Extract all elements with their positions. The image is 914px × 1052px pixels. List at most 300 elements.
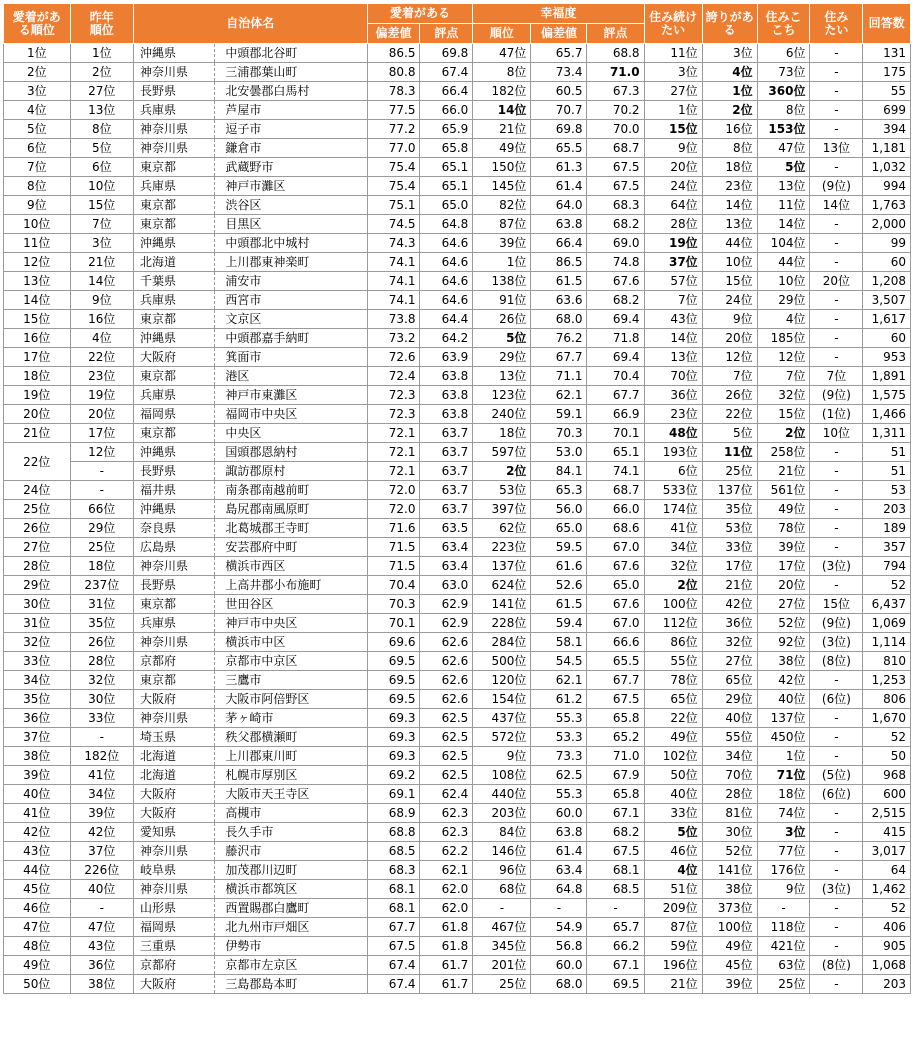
cell-municipality: 北安曇郡白馬村 xyxy=(215,82,367,101)
cell-sumitai: - xyxy=(810,709,863,728)
cell-sumitsuzuke: 14位 xyxy=(644,329,702,348)
cell-sumigokochi: 8位 xyxy=(757,101,810,120)
cell-prefecture: 福岡県 xyxy=(134,405,215,424)
cell-sumigokochi: 29位 xyxy=(757,291,810,310)
cell-kofuku-score: 66.2 xyxy=(587,937,644,956)
table-row xyxy=(4,956,911,975)
cell-sumigokochi: 137位 xyxy=(757,709,810,728)
cell-prefecture: 神奈川県 xyxy=(134,633,215,652)
cell-sumigokochi: - xyxy=(757,899,810,918)
cell-kofuku-hensachi: 61.2 xyxy=(531,690,587,709)
cell-prev-rank: 27位 xyxy=(70,82,133,101)
cell-kofuku-rank: 572位 xyxy=(473,728,531,747)
cell-sumitsuzuke: 5位 xyxy=(644,823,702,842)
cell-kofuku-hensachi: 61.4 xyxy=(531,842,587,861)
cell-prefecture: 東京都 xyxy=(134,310,215,329)
cell-rank: 19位 xyxy=(4,386,71,405)
cell-kofuku-hensachi: 65.7 xyxy=(531,44,587,63)
cell-kofuku-score: 68.7 xyxy=(587,481,644,500)
cell-aichaku-score: 62.5 xyxy=(420,728,473,747)
cell-aichaku-hensachi: 72.1 xyxy=(367,424,420,443)
cell-kofuku-rank: 29位 xyxy=(473,348,531,367)
cell-kofuku-hensachi: 63.6 xyxy=(531,291,587,310)
cell-kofuku-hensachi: 65.5 xyxy=(531,139,587,158)
header-aichaku-hensachi: 偏差値 xyxy=(367,24,420,44)
header-kofuku-rank: 順位 xyxy=(473,24,531,44)
cell-sumitsuzuke: 4位 xyxy=(644,861,702,880)
cell-sumigokochi: 7位 xyxy=(757,367,810,386)
cell-count: 64 xyxy=(863,861,911,880)
cell-prefecture: 大阪府 xyxy=(134,785,215,804)
cell-aichaku-hensachi: 69.2 xyxy=(367,766,420,785)
cell-municipality: 目黒区 xyxy=(215,215,367,234)
cell-count: 1,208 xyxy=(863,272,911,291)
cell-municipality: 西宮市 xyxy=(215,291,367,310)
cell-aichaku-hensachi: 75.1 xyxy=(367,196,420,215)
cell-municipality: 三浦郡葉山町 xyxy=(215,63,367,82)
cell-sumitai: - xyxy=(810,576,863,595)
cell-aichaku-score: 63.7 xyxy=(420,424,473,443)
cell-rank: 32位 xyxy=(4,633,71,652)
cell-aichaku-score: 66.0 xyxy=(420,101,473,120)
header-sumigokochi xyxy=(757,4,810,44)
cell-rank: 44位 xyxy=(4,861,71,880)
cell-sumigokochi: 12位 xyxy=(757,348,810,367)
cell-municipality: 福岡市中央区 xyxy=(215,405,367,424)
cell-aichaku-score: 62.9 xyxy=(420,595,473,614)
table-row xyxy=(4,975,911,994)
cell-hokori: 7位 xyxy=(702,367,757,386)
cell-kofuku-hensachi: 62.5 xyxy=(531,766,587,785)
cell-hokori: 1位 xyxy=(702,82,757,101)
cell-kofuku-rank: 21位 xyxy=(473,120,531,139)
table-row xyxy=(4,519,911,538)
cell-prefecture: 兵庫県 xyxy=(134,101,215,120)
cell-aichaku-score: 61.7 xyxy=(420,975,473,994)
header-prev-label: 昨年順位 xyxy=(89,9,114,37)
cell-sumitai: - xyxy=(810,747,863,766)
cell-kofuku-hensachi: 73.3 xyxy=(531,747,587,766)
table-row xyxy=(4,177,911,196)
cell-sumitsuzuke: 37位 xyxy=(644,253,702,272)
cell-kofuku-score: 66.0 xyxy=(587,500,644,519)
cell-kofuku-rank: - xyxy=(473,899,531,918)
cell-kofuku-score: 70.4 xyxy=(587,367,644,386)
cell-prev-rank: 34位 xyxy=(70,785,133,804)
cell-sumitsuzuke: 24位 xyxy=(644,177,702,196)
cell-count: 203 xyxy=(863,975,911,994)
cell-aichaku-hensachi: 72.1 xyxy=(367,462,420,481)
cell-prefecture: 広島県 xyxy=(134,538,215,557)
cell-municipality: 伊勢市 xyxy=(215,937,367,956)
cell-sumitsuzuke: 43位 xyxy=(644,310,702,329)
cell-hokori: 24位 xyxy=(702,291,757,310)
cell-hokori: 17位 xyxy=(702,557,757,576)
cell-aichaku-score: 62.0 xyxy=(420,880,473,899)
cell-sumitai: - xyxy=(810,462,863,481)
cell-prefecture: 兵庫県 xyxy=(134,386,215,405)
cell-municipality: 大阪市天王寺区 xyxy=(215,785,367,804)
cell-sumitsuzuke: 13位 xyxy=(644,348,702,367)
cell-kofuku-hensachi: 63.8 xyxy=(531,823,587,842)
cell-prev-rank: 226位 xyxy=(70,861,133,880)
cell-aichaku-score: 64.6 xyxy=(420,253,473,272)
cell-aichaku-score: 65.1 xyxy=(420,177,473,196)
cell-sumitsuzuke: 87位 xyxy=(644,918,702,937)
cell-rank: 4位 xyxy=(4,101,71,120)
cell-prefecture: 東京都 xyxy=(134,158,215,177)
table-row xyxy=(4,443,911,462)
cell-aichaku-hensachi: 68.9 xyxy=(367,804,420,823)
cell-aichaku-hensachi: 77.2 xyxy=(367,120,420,139)
cell-prev-rank: 7位 xyxy=(70,215,133,234)
cell-kofuku-hensachi: 71.1 xyxy=(531,367,587,386)
cell-prev-rank: 2位 xyxy=(70,63,133,82)
table-row xyxy=(4,291,911,310)
cell-count: 52 xyxy=(863,728,911,747)
cell-sumigokochi: 13位 xyxy=(757,177,810,196)
cell-municipality: 世田谷区 xyxy=(215,595,367,614)
cell-rank: 22位 xyxy=(4,443,71,481)
cell-prefecture: 神奈川県 xyxy=(134,557,215,576)
cell-rank: 17位 xyxy=(4,348,71,367)
cell-sumitsuzuke: 33位 xyxy=(644,804,702,823)
cell-municipality: 中央区 xyxy=(215,424,367,443)
cell-aichaku-score: 62.5 xyxy=(420,709,473,728)
cell-municipality: 北九州市戸畑区 xyxy=(215,918,367,937)
cell-sumitai: - xyxy=(810,861,863,880)
header-sumitai xyxy=(810,4,863,44)
cell-sumigokochi: 38位 xyxy=(757,652,810,671)
cell-prefecture: 大阪府 xyxy=(134,348,215,367)
cell-prefecture: 北海道 xyxy=(134,253,215,272)
cell-sumitai: (3位) xyxy=(810,880,863,899)
cell-aichaku-hensachi: 67.4 xyxy=(367,975,420,994)
cell-sumitai: (8位) xyxy=(810,652,863,671)
cell-hokori: 4位 xyxy=(702,63,757,82)
cell-count: 1,068 xyxy=(863,956,911,975)
cell-count: 1,617 xyxy=(863,310,911,329)
cell-rank: 7位 xyxy=(4,158,71,177)
cell-count: 1,181 xyxy=(863,139,911,158)
cell-hokori: 20位 xyxy=(702,329,757,348)
cell-hokori: 81位 xyxy=(702,804,757,823)
cell-rank: 26位 xyxy=(4,519,71,538)
cell-sumitsuzuke: 21位 xyxy=(644,975,702,994)
cell-kofuku-score: 71.0 xyxy=(587,747,644,766)
cell-kofuku-score: 68.1 xyxy=(587,861,644,880)
cell-kofuku-score: 71.0 xyxy=(587,63,644,82)
cell-prev-rank: 30位 xyxy=(70,690,133,709)
cell-prefecture: 東京都 xyxy=(134,671,215,690)
cell-sumitsuzuke: 50位 xyxy=(644,766,702,785)
cell-count: 51 xyxy=(863,462,911,481)
cell-municipality: 神戸市中央区 xyxy=(215,614,367,633)
cell-municipality: 文京区 xyxy=(215,310,367,329)
cell-rank: 1位 xyxy=(4,44,71,63)
cell-prefecture: 大阪府 xyxy=(134,804,215,823)
cell-prev-rank: 22位 xyxy=(70,348,133,367)
cell-prev-rank: 13位 xyxy=(70,101,133,120)
cell-sumitai: 7位 xyxy=(810,367,863,386)
header-sumitsuzuke xyxy=(644,4,702,44)
table-row xyxy=(4,709,911,728)
cell-kofuku-hensachi: 59.5 xyxy=(531,538,587,557)
cell-rank: 46位 xyxy=(4,899,71,918)
cell-kofuku-score: 67.7 xyxy=(587,671,644,690)
cell-sumigokochi: 360位 xyxy=(757,82,810,101)
cell-aichaku-score: 62.6 xyxy=(420,652,473,671)
cell-rank: 9位 xyxy=(4,196,71,215)
ranking-body xyxy=(4,44,911,994)
cell-prefecture: 兵庫県 xyxy=(134,614,215,633)
cell-prefecture: 神奈川県 xyxy=(134,120,215,139)
cell-sumigokochi: 15位 xyxy=(757,405,810,424)
cell-sumigokochi: 21位 xyxy=(757,462,810,481)
cell-sumitai: - xyxy=(810,329,863,348)
cell-kofuku-score: 67.0 xyxy=(587,614,644,633)
cell-aichaku-hensachi: 67.7 xyxy=(367,918,420,937)
cell-kofuku-score: 67.5 xyxy=(587,842,644,861)
cell-kofuku-rank: 223位 xyxy=(473,538,531,557)
header-kofuku: 幸福度 xyxy=(473,4,644,24)
cell-aichaku-hensachi: 68.8 xyxy=(367,823,420,842)
cell-hokori: 26位 xyxy=(702,386,757,405)
cell-prefecture: 兵庫県 xyxy=(134,291,215,310)
cell-sumitsuzuke: 64位 xyxy=(644,196,702,215)
cell-hokori: 12位 xyxy=(702,348,757,367)
cell-rank: 28位 xyxy=(4,557,71,576)
cell-kofuku-score: 65.0 xyxy=(587,576,644,595)
cell-prev-rank: 29位 xyxy=(70,519,133,538)
header-prev-rank xyxy=(70,4,133,44)
cell-prev-rank: 3位 xyxy=(70,234,133,253)
cell-sumigokochi: 14位 xyxy=(757,215,810,234)
cell-municipality: 南条郡南越前町 xyxy=(215,481,367,500)
cell-hokori: 65位 xyxy=(702,671,757,690)
cell-municipality: 大阪市阿倍野区 xyxy=(215,690,367,709)
cell-sumitsuzuke: 193位 xyxy=(644,443,702,462)
cell-aichaku-hensachi: 69.3 xyxy=(367,747,420,766)
cell-kofuku-score: 69.5 xyxy=(587,975,644,994)
cell-kofuku-rank: 440位 xyxy=(473,785,531,804)
cell-count: 994 xyxy=(863,177,911,196)
cell-sumigokochi: 40位 xyxy=(757,690,810,709)
cell-kofuku-hensachi: 58.1 xyxy=(531,633,587,652)
cell-aichaku-hensachi: 68.1 xyxy=(367,880,420,899)
cell-kofuku-rank: 108位 xyxy=(473,766,531,785)
cell-kofuku-rank: 467位 xyxy=(473,918,531,937)
cell-kofuku-hensachi: 61.5 xyxy=(531,595,587,614)
cell-municipality: 京都市中京区 xyxy=(215,652,367,671)
cell-municipality: 北葛城郡王寺町 xyxy=(215,519,367,538)
cell-aichaku-hensachi: 69.3 xyxy=(367,728,420,747)
cell-kofuku-score: 71.8 xyxy=(587,329,644,348)
cell-aichaku-score: 62.5 xyxy=(420,766,473,785)
cell-municipality: 横浜市西区 xyxy=(215,557,367,576)
cell-sumitsuzuke: 196位 xyxy=(644,956,702,975)
cell-prefecture: 北海道 xyxy=(134,766,215,785)
cell-kofuku-hensachi: 60.5 xyxy=(531,82,587,101)
cell-kofuku-score: 65.8 xyxy=(587,709,644,728)
cell-sumigokochi: 6位 xyxy=(757,44,810,63)
cell-prev-rank: 39位 xyxy=(70,804,133,823)
cell-kofuku-score: 68.6 xyxy=(587,519,644,538)
cell-rank: 35位 xyxy=(4,690,71,709)
cell-count: 415 xyxy=(863,823,911,842)
cell-kofuku-rank: 145位 xyxy=(473,177,531,196)
cell-aichaku-hensachi: 73.8 xyxy=(367,310,420,329)
cell-rank: 36位 xyxy=(4,709,71,728)
table-row xyxy=(4,747,911,766)
cell-sumigokochi: 20位 xyxy=(757,576,810,595)
cell-aichaku-hensachi: 70.3 xyxy=(367,595,420,614)
cell-kofuku-hensachi: 84.1 xyxy=(531,462,587,481)
cell-count: 357 xyxy=(863,538,911,557)
cell-kofuku-rank: 624位 xyxy=(473,576,531,595)
cell-kofuku-score: 70.1 xyxy=(587,424,644,443)
cell-municipality: 港区 xyxy=(215,367,367,386)
cell-prev-rank: 8位 xyxy=(70,120,133,139)
cell-aichaku-hensachi: 68.3 xyxy=(367,861,420,880)
cell-aichaku-hensachi: 70.1 xyxy=(367,614,420,633)
cell-aichaku-hensachi: 72.1 xyxy=(367,443,420,462)
cell-kofuku-rank: 84位 xyxy=(473,823,531,842)
cell-sumitai: (3位) xyxy=(810,557,863,576)
cell-prev-rank: 12位 xyxy=(70,443,133,462)
cell-prev-rank: 182位 xyxy=(70,747,133,766)
cell-kofuku-rank: 91位 xyxy=(473,291,531,310)
cell-aichaku-hensachi: 78.3 xyxy=(367,82,420,101)
cell-sumigokochi: 5位 xyxy=(757,158,810,177)
cell-hokori: 25位 xyxy=(702,462,757,481)
cell-kofuku-rank: 146位 xyxy=(473,842,531,861)
cell-kofuku-rank: 62位 xyxy=(473,519,531,538)
cell-kofuku-rank: 228位 xyxy=(473,614,531,633)
header-kofuku-score: 評点 xyxy=(587,24,644,44)
cell-count: 175 xyxy=(863,63,911,82)
cell-sumitsuzuke: 48位 xyxy=(644,424,702,443)
cell-aichaku-score: 63.7 xyxy=(420,481,473,500)
cell-kofuku-rank: 25位 xyxy=(473,975,531,994)
cell-sumigokochi: 561位 xyxy=(757,481,810,500)
cell-municipality: 三島郡島本町 xyxy=(215,975,367,994)
cell-rank: 24位 xyxy=(4,481,71,500)
header-sumigokochi-label: 住みここち xyxy=(765,9,802,37)
cell-sumitai: - xyxy=(810,158,863,177)
cell-count: 968 xyxy=(863,766,911,785)
cell-aichaku-score: 63.4 xyxy=(420,538,473,557)
cell-kofuku-hensachi: 54.5 xyxy=(531,652,587,671)
cell-prev-rank: 4位 xyxy=(70,329,133,348)
cell-prev-rank: 32位 xyxy=(70,671,133,690)
cell-rank: 6位 xyxy=(4,139,71,158)
cell-prefecture: 沖縄県 xyxy=(134,500,215,519)
cell-municipality: 武蔵野市 xyxy=(215,158,367,177)
cell-aichaku-hensachi: 77.5 xyxy=(367,101,420,120)
cell-kofuku-rank: 18位 xyxy=(473,424,531,443)
cell-kofuku-rank: 397位 xyxy=(473,500,531,519)
cell-prev-rank: 6位 xyxy=(70,158,133,177)
cell-hokori: 28位 xyxy=(702,785,757,804)
cell-sumitai: - xyxy=(810,44,863,63)
cell-kofuku-rank: 53位 xyxy=(473,481,531,500)
cell-kofuku-rank: 26位 xyxy=(473,310,531,329)
table-row xyxy=(4,937,911,956)
cell-rank: 25位 xyxy=(4,500,71,519)
cell-kofuku-rank: 96位 xyxy=(473,861,531,880)
cell-rank: 15位 xyxy=(4,310,71,329)
cell-kofuku-hensachi: 52.6 xyxy=(531,576,587,595)
cell-prefecture: 千葉県 xyxy=(134,272,215,291)
table-row xyxy=(4,614,911,633)
cell-count: 2,000 xyxy=(863,215,911,234)
cell-municipality: 西置賜郡白鷹町 xyxy=(215,899,367,918)
cell-aichaku-score: 62.3 xyxy=(420,804,473,823)
cell-prefecture: 神奈川県 xyxy=(134,63,215,82)
cell-prev-rank: 17位 xyxy=(70,424,133,443)
header-count: 回答数 xyxy=(863,4,911,44)
table-row xyxy=(4,329,911,348)
cell-municipality: 安芸郡府中町 xyxy=(215,538,367,557)
cell-count: 2,515 xyxy=(863,804,911,823)
cell-prefecture: 長野県 xyxy=(134,82,215,101)
cell-municipality: 三鷹市 xyxy=(215,671,367,690)
cell-sumitai: (9位) xyxy=(810,386,863,405)
cell-municipality: 芦屋市 xyxy=(215,101,367,120)
cell-kofuku-score: 65.7 xyxy=(587,918,644,937)
cell-hokori: 3位 xyxy=(702,44,757,63)
cell-kofuku-hensachi: 86.5 xyxy=(531,253,587,272)
cell-kofuku-score: 67.5 xyxy=(587,158,644,177)
cell-aichaku-score: 65.1 xyxy=(420,158,473,177)
cell-rank: 12位 xyxy=(4,253,71,272)
cell-kofuku-score: 67.9 xyxy=(587,766,644,785)
cell-hokori: 100位 xyxy=(702,918,757,937)
cell-aichaku-hensachi: 69.5 xyxy=(367,690,420,709)
cell-sumitai: (1位) xyxy=(810,405,863,424)
cell-aichaku-hensachi: 72.3 xyxy=(367,405,420,424)
cell-sumigokochi: 118位 xyxy=(757,918,810,937)
cell-prev-rank: 43位 xyxy=(70,937,133,956)
cell-sumigokochi: 47位 xyxy=(757,139,810,158)
cell-count: 1,670 xyxy=(863,709,911,728)
cell-hokori: 2位 xyxy=(702,101,757,120)
cell-kofuku-hensachi: 59.1 xyxy=(531,405,587,424)
cell-hokori: 13位 xyxy=(702,215,757,234)
cell-kofuku-score: 74.1 xyxy=(587,462,644,481)
cell-municipality: 茅ヶ崎市 xyxy=(215,709,367,728)
cell-aichaku-score: 62.0 xyxy=(420,899,473,918)
cell-aichaku-score: 61.8 xyxy=(420,937,473,956)
cell-aichaku-score: 64.8 xyxy=(420,215,473,234)
cell-kofuku-score: 69.0 xyxy=(587,234,644,253)
header-sumitai-label: 住みたい xyxy=(824,9,849,37)
cell-sumitai: - xyxy=(810,82,863,101)
cell-sumitsuzuke: 533位 xyxy=(644,481,702,500)
cell-municipality: 島尻郡南風原町 xyxy=(215,500,367,519)
cell-kofuku-rank: 9位 xyxy=(473,747,531,766)
cell-sumigokochi: 421位 xyxy=(757,937,810,956)
cell-prev-rank: 38位 xyxy=(70,975,133,994)
header-rank xyxy=(4,4,71,44)
cell-kofuku-hensachi: 70.3 xyxy=(531,424,587,443)
cell-prefecture: 東京都 xyxy=(134,424,215,443)
cell-prev-rank: 28位 xyxy=(70,652,133,671)
header-municipality: 自治体名 xyxy=(134,4,368,44)
cell-sumigokochi: 18位 xyxy=(757,785,810,804)
cell-sumitai: (8位) xyxy=(810,956,863,975)
